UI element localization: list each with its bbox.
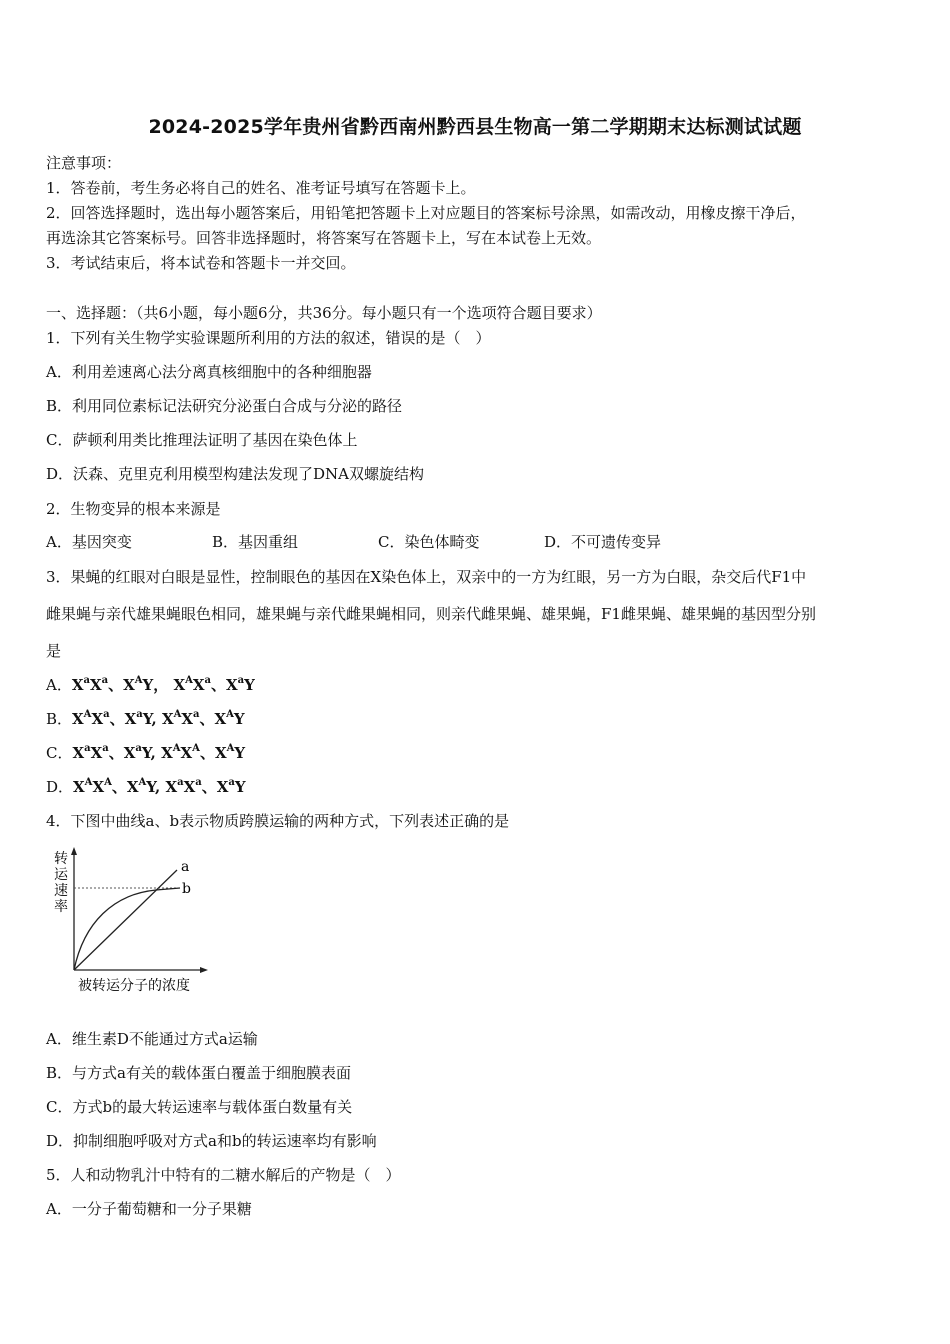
q1-option-a[interactable]: A．利用差速离心法分离真核细胞中的各种细胞器 (46, 363, 372, 381)
q3-option-label: B． (46, 710, 73, 728)
notice-item: 3．考试结束后，将本试卷和答题卡一并交回。 (46, 254, 356, 272)
q2-option-a[interactable]: A．基因突变 (46, 533, 132, 551)
q1-stem: 1．下列有关生物学实验课题所利用的方法的叙述，错误的是（ ） (46, 329, 491, 347)
notice-item: 再选涂其它答案标号。回答非选择题时，将答案写在答题卡上，写在本试卷上无效。 (46, 229, 602, 247)
q3-option-genotype: $X^AX^a$、$X^aY$, $X^AX^a$、$X^AY$ (72, 709, 245, 728)
q1-option-b[interactable]: B．利用同位素标记法研究分泌蛋白合成与分泌的路径 (46, 397, 403, 415)
curve-a (74, 870, 177, 970)
notice-item: 1．答卷前，考生务必将自己的姓名、准考证号填写在答题卡上。 (46, 179, 476, 197)
q2-option-d[interactable]: D．不可遗传变异 (544, 533, 662, 551)
q3-option-label: A． (46, 676, 72, 694)
q3-option-genotype: $X^aX^a$、$X^aY$, $X^AX^A$、$X^AY$ (72, 743, 246, 762)
page-title: 2024-2025学年贵州省黔西南州黔西县生物高一第二学期期末达标测试试题 (148, 116, 802, 138)
q5-option-a[interactable]: A．一分子葡萄糖和一分子果糖 (46, 1200, 252, 1218)
q2-options-row (46, 531, 661, 552)
q3-option-genotype: $X^aX^a$、$X^AY$， $X^AX^a$、$X^aY$ (71, 675, 255, 694)
q5-stem: 5．人和动物乳汁中特有的二糖水解后的产物是（ ） (46, 1166, 401, 1184)
x-label: 被转运分子的浓度 (78, 978, 190, 994)
q4-option-a[interactable]: A．维生素D不能通过方式a运输 (46, 1030, 258, 1048)
curve-b-label: b (182, 881, 191, 897)
q4-option-b[interactable]: B．与方式a有关的载体蛋白覆盖于细胞膜表面 (46, 1064, 351, 1082)
q4-option-d[interactable]: D．抑制细胞呼吸对方式a和b的转运速率均有影响 (46, 1132, 377, 1150)
q3-stem-line: 雌果蝇与亲代雄果蝇眼色相同，雄果蝇与亲代雌果蝇相同，则亲代雌果蝇、雄果蝇，F1雌果蝇、雄果蝇的基因型分别 (46, 605, 816, 623)
q3-option-genotype: $X^AX^A$、$X^AY$, $X^aX^a$、$X^aY$ (73, 777, 246, 796)
q2-stem: 2．生物变异的根本来源是 (46, 500, 221, 518)
curve-a-label: a (181, 859, 190, 875)
q3-stem-line: 3．果蝇的红眼对白眼是显性，控制眼色的基因在X染色体上，双亲中的一方为红眼，另一方为白眼，杂交后代F1中 (46, 568, 807, 586)
q3-option-a[interactable] (46, 674, 255, 695)
q2-option-c[interactable]: C．染色体畸变 (378, 533, 480, 551)
q4-stem: 4．下图中曲线a、b表示物质跨膜运输的两种方式，下列表述正确的是 (46, 812, 510, 830)
q3-option-d[interactable] (46, 776, 246, 797)
q1-option-c[interactable]: C．萨顿利用类比推理法证明了基因在染色体上 (46, 431, 358, 449)
q2-option-b[interactable]: B．基因重组 (212, 533, 299, 551)
q3-option-label: C． (46, 744, 73, 762)
q3-option-c[interactable] (46, 742, 245, 763)
y-label-char: 率 (54, 899, 68, 915)
q3-option-label: D． (46, 778, 74, 796)
q1-option-d[interactable]: D．沃森、克里克利用模型构建法发现了DNA双螺旋结构 (46, 465, 425, 483)
transport-rate-figure (44, 844, 234, 1000)
y-axis-arrow (71, 847, 77, 855)
q3-stem-line: 是 (46, 642, 62, 660)
q4-option-c[interactable]: C．方式b的最大转运速率与载体蛋白数量有关 (46, 1098, 353, 1116)
x-axis-arrow (200, 967, 208, 973)
notice-heading: 注意事项： (46, 154, 122, 172)
curve-b (74, 888, 180, 970)
q3-option-b[interactable] (46, 708, 245, 729)
section-heading: 一、选择题：（共6小题，每小题6分，共36分。每小题只有一个选项符合题目要求） (46, 304, 602, 322)
y-label-char: 运 (54, 867, 68, 883)
notice-item: 2．回答选择题时，选出每小题答案后，用铅笔把答题卡上对应题目的答案标号涂黑，如需改动，用橡皮擦干净后， (46, 204, 806, 222)
y-label-char: 转 (54, 851, 68, 867)
y-label-char: 速 (54, 883, 68, 899)
